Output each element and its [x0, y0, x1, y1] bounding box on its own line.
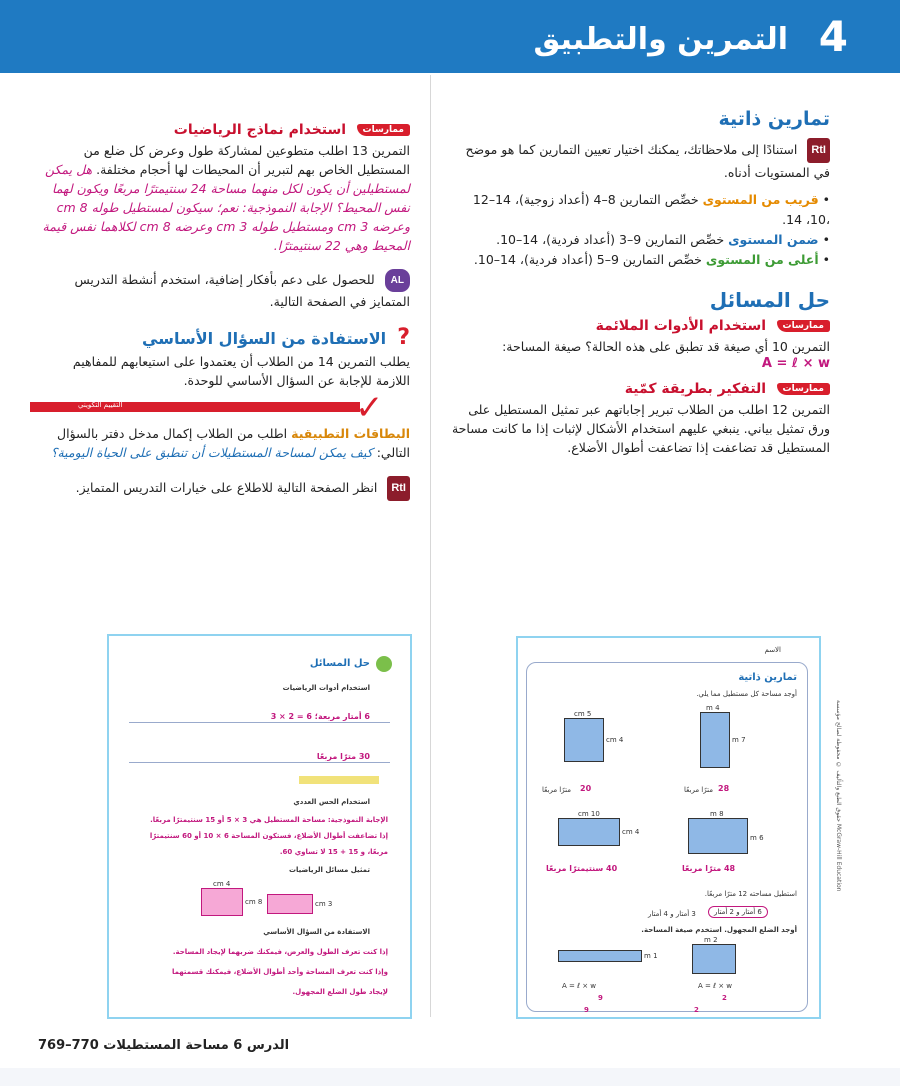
self-exercises-intro: RtI استنادًا إلى ملاحظاتك، يمكنك اختيار تعيين التمارين كما هو موضح في المستويات أدناه. [450, 138, 830, 182]
thumb-dim: 5 cm [574, 710, 592, 718]
model-text: التمرين 13 اطلب متطوعين لمشاركة طول وعرض كل ضلع من المستطيل الخاص بهم لتبرير أن المحيطات لها أحجام مختلفة. هل يمكن لمستطيلين أن يكون لكل منهما مساحة 24 سنتيمترًا مربعًا ويكون لهما نفس المحيط؟ الإجابة النموذجية: نعم؛ سيكون لمستطيل طوله 8 cm وعرضه 3 cm ومستطيل طوله 3 cm وعرضه 8 cm لكلاهما نفس قيمة المحيط وهي 22 سنتيمترًا. [42, 143, 410, 253]
thumb-unit: مترًا مربعًا [684, 786, 713, 794]
thumb-rule [129, 722, 390, 723]
left-column [40, 122, 410, 390]
thumb-rect-1 [700, 712, 730, 768]
thumb-line: 6 أمتار مربعة؛ 6 = 2 × 3 [270, 712, 370, 721]
thumb-line: وإذا كنت تعرف المساحة وأحد أطوال الأضلاع، فيمكنك قسمتهما [171, 968, 388, 976]
thumb-instruction: أوجد مساحة كل مستطيل مما يلي. [696, 690, 797, 698]
thumb-dim: 4 m [706, 704, 720, 712]
thumb-line: 30 مترًا مربعًا [316, 752, 370, 761]
chapter-header [0, 0, 900, 73]
level-item: • أعلى من المستوى خصِّص التمارين 9–5 (أعداد فردية)، 14–10. [473, 252, 830, 267]
self-exercises-title: تمارين ذاتية [718, 108, 830, 130]
chapter-number: 4 [818, 12, 848, 61]
thumb-dim: 2 m [704, 936, 718, 944]
thumb-title: تمارين ذاتية [738, 672, 797, 683]
thumb-line: إذا كنت تعرف الطول والعرض، فيمكنك ضربهما لإيجاد المساحة. [172, 948, 388, 956]
chapter-title: التمرين والتطبيق [533, 22, 788, 57]
thumb-line: الاستفادة من السؤال الأساسي [263, 928, 370, 936]
thumb-unknown-title: أوجد الضلع المجهول. استخدم صيغة المساحة. [641, 926, 797, 934]
footer-bar [0, 1068, 900, 1086]
levels-list [450, 190, 830, 270]
answer-page-thumbnail [107, 634, 412, 1019]
check-icon: ✓ [355, 388, 384, 428]
cards-section [40, 424, 410, 501]
al-note: AL للحصول على دعم بأفكار إضافية، استخدم أنشطة التدريس المتمايز في الصفحة التالية. [40, 269, 410, 311]
thumb-rect-2 [564, 718, 604, 762]
thumb-dim: 1 m [644, 952, 658, 960]
thumb-blank: 9 [598, 994, 603, 1002]
tools-heading: ممارسات استخدام الأدوات الملائمة [450, 318, 830, 334]
column-divider [430, 75, 431, 1017]
thumb-dim: 4 cm [606, 736, 624, 744]
thumb-blank: 2 [694, 1006, 699, 1014]
thumb-choice-circled: 6 أمتار و 2 أمتار [708, 906, 768, 918]
thumb-rect-6 [558, 950, 642, 962]
thumb-dim: 6 m [750, 834, 764, 842]
thumb-unit: مترًا مربعًا [542, 786, 571, 794]
assessment-strip: التقييم التكويني [30, 402, 360, 412]
thumb-answer: 40 سنتيمترًا مربعًا [546, 864, 618, 873]
area-formula: A = ℓ × w [761, 356, 830, 371]
thumb-dim: 4 cm [622, 828, 640, 836]
quant-heading: ممارسات التفكير بطريقة كمّية [450, 381, 830, 397]
thumb-rule [129, 762, 390, 763]
right-column [450, 108, 830, 457]
copyright-note: حقوق الطبع والتأليف © محفوظة لصالح مؤسسة McGraw-Hill Education [835, 700, 842, 892]
thumb-answer: 48 مترًا مربعًا [682, 864, 736, 873]
thumb-line: استخدام أدوات الرياضيات [282, 684, 370, 692]
problems-title: حل المسائل [709, 288, 830, 312]
cards-text: البطاقات التطبيقية اطلب من الطلاب إكمال مدخل دفتر بالسؤال التالي: كيف يمكن لمساحة المستطيلات أن تنطبق على الحياة اليومية؟ [50, 426, 410, 460]
thumb-blank: 9 [584, 1006, 589, 1014]
thumb-name-label: الاسم [764, 646, 781, 654]
thumb-rect-a [201, 888, 243, 916]
thumb-highlight-strip [299, 776, 379, 784]
thumb-answer: 28 [718, 784, 730, 793]
thumb-line: استخدام الحس العددي [293, 798, 370, 806]
thumb-dim: 3 cm [315, 900, 333, 908]
thumb-rect-4 [558, 818, 620, 846]
thumb-dim: 8 m [710, 810, 724, 818]
thumb-choice: 3 أمتار و 4 أمتار [648, 910, 696, 918]
thumb-line: الإجابة النموذجية: مساحة المستطيل هي 3 × 5 أو 15 سنتيمترًا مربعًا. [150, 816, 388, 824]
practices-tag: ممارسات [777, 383, 830, 395]
thumb-line: مربعًا، و 15 + 15 لا تساوي 60. [279, 848, 388, 856]
tools-text: التمرين 10 أي صيغة قد تطبق على هذه الحالة؟ صيغة المساحة: [502, 339, 830, 354]
thumb-rect-b [267, 894, 313, 914]
quant-text: التمرين 12 اطلب من الطلاب تبرير إجاباتهم عبر تمثيل المستطيل على ورق تمثيل بياني. ينبغي عليهم استخدام الأشكال لإثبات إذا ما كانت مساحة المستطيل قد تضاعفت إذا تضاعفت أطوال الأضلاع. [451, 402, 830, 455]
thumb-rect-3 [688, 818, 748, 854]
thumb-eq: A = ℓ × w [698, 982, 733, 990]
level-item: • ضمن المستوى خصِّص التمارين 9–3 (أعداد فردية)، 14–10. [496, 232, 830, 247]
model-heading: ممارسات استخدام نماذج الرياضيات [40, 122, 410, 138]
thumb-question: استطيل مساحته 12 مترًا مربعًا. [704, 890, 797, 898]
worksheet-thumbnail [516, 636, 821, 1019]
question-mark-icon: ? [397, 325, 410, 350]
thumb-eq: A = ℓ × w [562, 982, 597, 990]
thumb-line: لإيجاد طول الضلع المجهول. [292, 988, 388, 996]
thumb-rect-5 [692, 944, 736, 974]
rti-icon: RtI [807, 138, 830, 163]
thumb-line: تمثيل مسائل الرياضيات [288, 866, 370, 874]
thumb-dim: 4 cm [213, 880, 231, 888]
rti-icon: RtI [387, 476, 410, 501]
rti-note: RtI انظر الصفحة التالية للاطلاع على خيارات التدريس المتمايز. [40, 476, 410, 501]
thumb-dim: 7 m [732, 736, 746, 744]
thumb-dim: 10 cm [578, 810, 600, 818]
essential-text: يطلب التمرين 14 من الطلاب أن يعتمدوا على استيعابهم للمفاهيم اللازمة للإجابة عن السؤال الأساسي للوحدة. [72, 354, 410, 388]
thumb-title: حل المسائل [309, 658, 370, 669]
al-icon: AL [385, 269, 410, 292]
page-footer-text: الدرس 6 مساحة المستطيلات 770–769 [38, 1038, 290, 1053]
essential-heading: ? الاستفادة من السؤال الأساسي [142, 325, 410, 350]
thumb-dim: 8 cm [245, 898, 263, 906]
thumb-blank: 2 [722, 994, 727, 1002]
thumb-globe-icon [376, 656, 392, 672]
thumb-answer: 20 [580, 784, 592, 793]
thumb-line: إذا تضاعفت أطوال الأضلاع، فستكون المساحة 6 × 10 أو 60 سنتيمترًا [149, 832, 388, 840]
practices-tag: ممارسات [777, 320, 830, 332]
level-item: • قريب من المستوى خصِّص التمارين 8–4 (أعداد زوجية)، 14–12 ،10، 14. [472, 192, 830, 227]
practices-tag: ممارسات [357, 124, 410, 136]
